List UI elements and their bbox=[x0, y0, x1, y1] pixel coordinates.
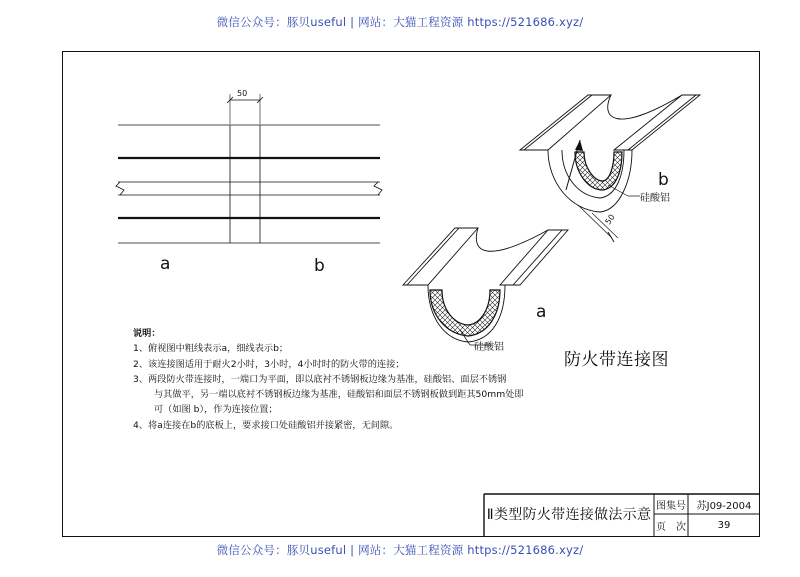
page-value: 39 bbox=[717, 519, 731, 531]
note-item-3-cont-2: 可（如图 b），作为连接位置； bbox=[154, 404, 278, 416]
watermark-top: 微信公众号：豚贝useful | 网站：大猫工程资源 https://521686.xyz/ bbox=[216, 15, 584, 29]
detail-b-material-label: 硅酸铝 bbox=[640, 193, 670, 204]
note-item-1: 1、俯视图中粗线表示a，细线表示b； bbox=[133, 343, 289, 355]
note-item-3-cont-1: 与其做平，另一端以底衬不锈钢板边缘为基准，硅酸铝和面层不锈钢板做到距其50mm处即 bbox=[154, 389, 524, 401]
top-view-label-b: b bbox=[314, 256, 325, 276]
arrow-icon bbox=[575, 140, 583, 151]
top-view-dim-label: 50 bbox=[237, 89, 248, 98]
title-block-title: Ⅱ类型防火带连接做法示意 bbox=[486, 507, 652, 523]
drawing-title: 防火带连接图 bbox=[564, 350, 669, 370]
note-item-4: 4、将a连接在b的底板上，要求接口处硅酸铝并接紧密，无间隙。 bbox=[133, 419, 399, 431]
note-item-3: 3、两段防火带连接时，一端口为平面，即以底衬不锈钢板边缘为基准，硅酸铝、面层不锈钢 bbox=[133, 373, 507, 385]
page-label: 页 次 bbox=[656, 521, 686, 533]
detail-b-label: b bbox=[658, 170, 669, 190]
detail-a-label: a bbox=[536, 302, 547, 322]
detail-b-dim-label: 50 bbox=[603, 212, 617, 227]
atlas-number-value: 苏J09-2004 bbox=[696, 500, 752, 512]
notes-heading: 说明： bbox=[133, 328, 161, 339]
watermark-bottom: 微信公众号：豚贝useful | 网站：大猫工程资源 https://521686.xyz/ bbox=[216, 543, 584, 557]
detail-a-material-label: 硅酸铝 bbox=[474, 342, 504, 353]
note-item-2: 2、该连接图适用于耐火2小时，3小时，4小时时的防火带的连接； bbox=[133, 358, 405, 370]
notes-block bbox=[133, 326, 524, 433]
silicate-layer-b bbox=[575, 152, 622, 190]
top-view bbox=[116, 94, 382, 243]
top-view-label-a: a bbox=[160, 254, 171, 274]
atlas-number-label: 图集号 bbox=[656, 500, 686, 512]
